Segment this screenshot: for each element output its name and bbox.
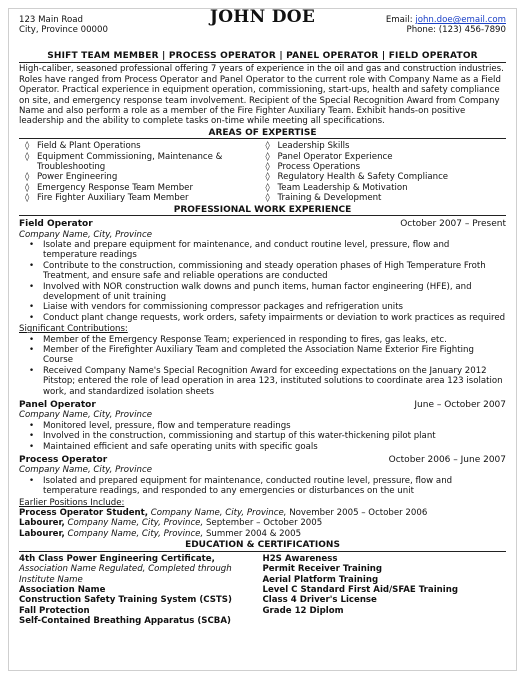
candidate-name: JOHN DOE [209, 7, 316, 27]
earlier-company: Company Name, City, Province, [64, 518, 204, 529]
certification-item: H2S Awareness [262, 553, 338, 564]
expertise-item: ◊ Emergency Response Team Member [25, 183, 266, 193]
certification-item: Fall Protection [19, 605, 90, 616]
summary-paragraph: High-caliber, seasoned professional offering 7 years of experience in the oil and gas and construction industries. Roles have ranged from Process Operator and Panel Operator to the current role with Company Name as a Field Operator. Practical experience in equipment operation, commissioning, start-ups, health and safety compliance on site, and emergency response team involvement. Recipient of the Special Recognition Award from Company Name and also perform a role as a member of the Fire Fighter Auxiliary Team. Exhibit hands-on positive leadership and the ability to complete tasks on-time while meeting all specifications. [19, 64, 504, 127]
expertise-item: ◊ Power Engineering [25, 172, 266, 182]
certification-item: Construction Safety Training System (CSTS) [19, 595, 232, 606]
list-item: • Involved with NOR construction walk downs and punch items, human factor engineering (HFE), and development of unit training [43, 282, 506, 303]
certification-item: Class 4 Driver's License [262, 595, 377, 606]
resume-header [19, 7, 506, 51]
job-header-field-operator [19, 219, 506, 229]
job-titles-line: SHIFT TEAM MEMBER | PROCESS OPERATOR | PANEL OPERATOR | FIELD OPERATOR [19, 51, 506, 63]
earlier-dates: November 2005 – October 2006 [286, 508, 428, 519]
expertise-item: ◊ Team Leadership & Motivation [266, 183, 507, 193]
earlier-position-row [19, 529, 506, 539]
email-label: Email: [385, 15, 416, 25]
expertise-item: ◊ Fire Fighter Auxiliary Team Member [25, 193, 266, 203]
job-company: Company Name, City, Province [19, 229, 152, 240]
expertise-item: ◊ Leadership Skills [266, 141, 507, 151]
earlier-position-row [19, 518, 506, 528]
list-item: • Liaise with vendors for commissioning compressor packages and refrigeration units [43, 302, 506, 312]
earlier-company: Company Name, City, Province, [148, 508, 287, 519]
earlier-dates: Summer 2004 & 2005 [203, 528, 302, 539]
job-duties-list [19, 476, 506, 497]
earlier-positions [19, 498, 506, 540]
job-dates: October 2007 – Present [400, 219, 506, 230]
earlier-positions-label: Earlier Positions Include: [19, 497, 125, 508]
expertise-left-column [25, 141, 266, 203]
job-dates: October 2006 – June 2007 [388, 455, 506, 466]
job-header-process-operator [19, 455, 506, 465]
expertise-heading: AREAS OF EXPERTISE [19, 128, 506, 139]
list-item: • Isolated and prepared equipment for maintenance, conducted routine level, pressure, flow and temperature readings, and responded to any emergencies or disturbances on the unit [43, 476, 506, 497]
experience-heading: PROFESSIONAL WORK EXPERIENCE [19, 205, 506, 216]
earlier-role: Labourer, [19, 528, 65, 539]
expertise-item: ◊ Process Operations [266, 162, 507, 172]
expertise-item: ◊ Regulatory Health & Safety Compliance [266, 172, 507, 182]
earlier-position-row [19, 508, 506, 518]
certification-item: Level C Standard First Aid/SFAE Training [262, 584, 458, 595]
job-company: Company Name, City, Province [19, 410, 152, 421]
job-dates: June – October 2007 [414, 400, 506, 410]
job-company: Company Name, City, Province [19, 465, 152, 476]
earlier-dates: September – October 2005 [203, 518, 323, 529]
contact-block [386, 15, 506, 36]
list-item: • Maintained efficient and safe operating units with specific goals [43, 442, 506, 452]
earlier-role: Process Operator Student, [19, 508, 149, 519]
job-title: Field Operator [19, 219, 93, 230]
job-title: Panel Operator [19, 400, 96, 410]
job-duties-list [19, 240, 506, 323]
list-item: • Involved in the construction, commissioning and startup of this water-thickening pilot plant [43, 431, 506, 441]
list-item: • Member of the Emergency Response Team; experienced in responding to fires, gas leaks, etc. [43, 335, 506, 345]
expertise-item: ◊ Training & Development [266, 193, 507, 203]
certification-item: Aerial Platform Training [262, 574, 379, 585]
contributions-list [19, 335, 506, 397]
certificate-title: 4th Class Power Engineering Certificate, [19, 553, 215, 564]
contributions-label: Significant Contributions: [19, 324, 128, 335]
expertise-item: ◊ Field & Plant Operations [25, 141, 266, 151]
job-title: Process Operator [19, 455, 108, 466]
certificate-detail: Association Name Regulated, Completed through Institute Name [19, 564, 232, 585]
phone-text: Phone: (123) 456-7890 [406, 25, 506, 36]
address-line-1: 123 Main Road [19, 15, 83, 25]
resume-page [8, 8, 517, 671]
list-item: • Received Company Name's Special Recognition Award for exceeding expectations on the January 2012 Pitstop; entered the role of lead operation in area 123, instituted solutions to coordinate area 123 isolation work, and standardized isolation sheets [43, 366, 506, 397]
email-link[interactable]: john.doe@email.com [415, 15, 506, 25]
expertise-right-column [266, 141, 507, 203]
expertise-item: ◊ Equipment Commissioning, Maintenance & Troubleshooting [25, 152, 266, 173]
job-duties-list [19, 421, 506, 452]
list-item: • Conduct plant change requests, work orders, safety impairments or deviation to work practices as required [43, 313, 506, 323]
list-item: • Member of the Firefighter Auxiliary Team and completed the Association Name Exterior Fire Fighting Course [43, 345, 506, 366]
education-right-column [263, 554, 507, 627]
address-line-2: City, Province 00000 [19, 25, 108, 36]
earlier-company: Company Name, City, Province, [64, 528, 204, 539]
expertise-item: ◊ Panel Operator Experience [266, 152, 507, 162]
certification-item: Grade 12 Diplom [262, 605, 344, 616]
education-left-column [19, 554, 263, 627]
list-item: • Isolate and prepare equipment for maintenance, and conduct routine level, pressure, flow and temperature readings [43, 240, 506, 261]
certification-item: Self-Contained Breathing Apparatus (SCBA) [19, 616, 231, 627]
certification-item: Permit Receiver Training [262, 564, 383, 575]
education-list [19, 554, 506, 627]
education-heading: EDUCATION & CERTIFICATIONS [19, 540, 506, 551]
list-item: • Contribute to the construction, commissioning and steady operation phases of High Temperature Froth Treatment, and ensure safe and reliable operations are conducted [43, 261, 506, 282]
job-header-panel-operator [19, 400, 506, 410]
earlier-role: Labourer, [19, 518, 65, 529]
expertise-list [25, 141, 506, 203]
certification-item: Association Name [19, 584, 106, 595]
list-item: • Monitored level, pressure, flow and temperature readings [43, 421, 506, 431]
